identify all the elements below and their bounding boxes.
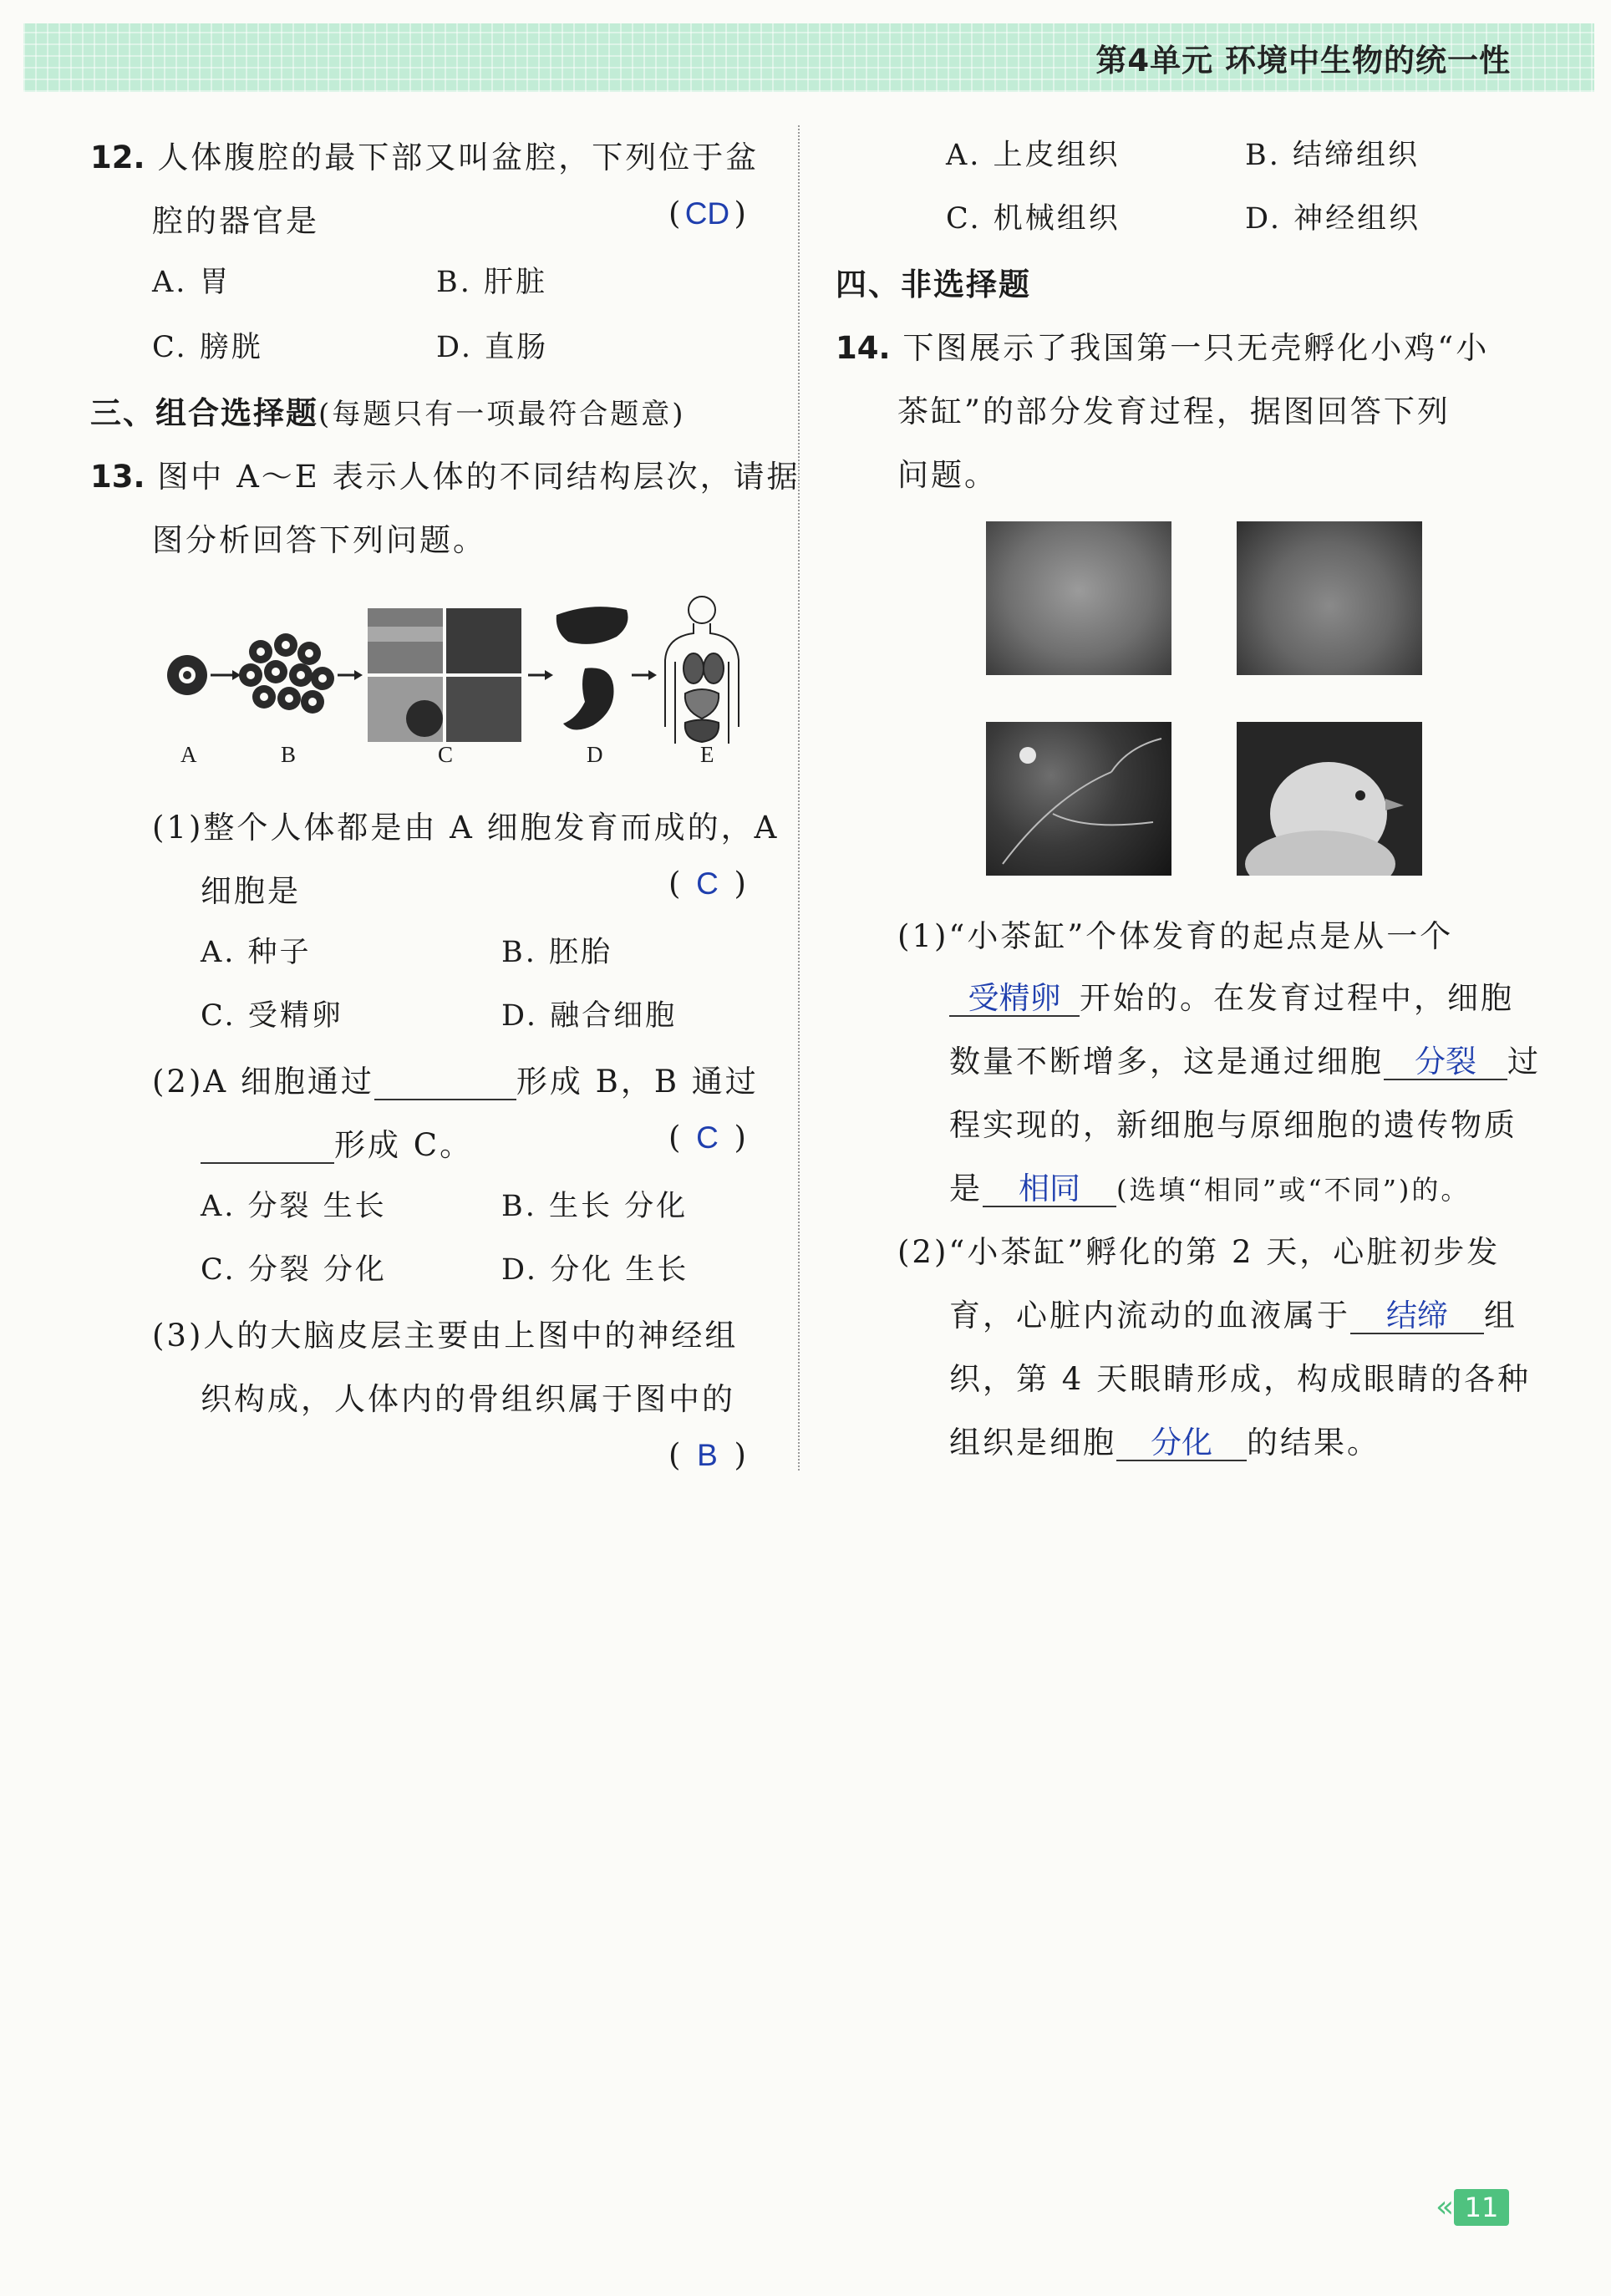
section3-heading bbox=[90, 388, 686, 433]
cell-cluster-b-icon bbox=[239, 633, 334, 714]
q14-number: 14. bbox=[836, 330, 891, 366]
q14-stem-line2: 茶缸”的部分发育过程，据图回答下列 bbox=[897, 394, 1451, 429]
q12-option-b: B. 肝脏 bbox=[436, 266, 547, 299]
q13-sub1-answer-paren: ( C ) bbox=[668, 866, 746, 902]
embryo-photo-1 bbox=[986, 521, 1171, 675]
organ-d-icon bbox=[556, 607, 628, 729]
q13-sub1-answer: C bbox=[696, 866, 719, 901]
q13-sub2-line2 bbox=[201, 1120, 473, 1165]
q14-stem-line3: 问题。 bbox=[897, 457, 998, 493]
figure-label-e: E bbox=[700, 742, 714, 767]
blood-vessel-drawing bbox=[986, 722, 1171, 876]
figure-label-c: C bbox=[438, 742, 454, 767]
q12-answer-paren: ( CD ) bbox=[668, 196, 746, 231]
section4-title: 四、非选择题 bbox=[836, 267, 1031, 302]
q13-sub3-option-c: C. 机械组织 bbox=[946, 202, 1121, 236]
q12-stem-line2: 腔的器官是 bbox=[152, 203, 319, 239]
q13-sub3-line2: 织构成，人体内的骨组织属于图中的 bbox=[201, 1381, 735, 1417]
q13-sub2-line1-b: 形成 B，B 通过 bbox=[516, 1064, 759, 1100]
q13-sub2-option-c: C. 分裂 分化 bbox=[201, 1253, 387, 1287]
q14-sub2-line3: 织，第 4 天眼睛形成，构成眼睛的各种 bbox=[949, 1361, 1532, 1397]
q13-sub3-answer: B bbox=[697, 1438, 718, 1472]
q14-sub1-line2-rest: 开始的。在发育过程中，细胞 bbox=[1080, 980, 1514, 1016]
q14-sub2-line2-b: 组 bbox=[1484, 1298, 1517, 1333]
tissue-c-icon bbox=[368, 608, 521, 742]
q14-sub1-line5-a: 是 bbox=[949, 1171, 983, 1206]
chick-drawing bbox=[1237, 722, 1422, 876]
q13-sub2-line1-a: (2)A 细胞通过 bbox=[152, 1064, 374, 1100]
q13-number: 13. bbox=[90, 459, 145, 495]
q14-sub1-line3-b: 过 bbox=[1507, 1044, 1541, 1079]
q14-sub2-line4 bbox=[949, 1417, 1380, 1462]
figure-label-d: D bbox=[587, 742, 603, 767]
q12-answer: CD bbox=[684, 196, 730, 231]
q14-sub1-line4: 程实现的，新细胞与原细胞的遗传物质 bbox=[949, 1107, 1517, 1143]
q13-stem-line1: 图中 A～E 表示人体的不同结构层次，请据 bbox=[157, 459, 800, 495]
q14-sub1-line5 bbox=[949, 1163, 1470, 1208]
q14-sub1-line3 bbox=[949, 1036, 1541, 1081]
figure-label-b: B bbox=[281, 742, 297, 767]
q14-sub2-line4-b: 的结果。 bbox=[1247, 1425, 1380, 1460]
q14-sub1-line3-a: 数量不断增多，这是通过细胞 bbox=[949, 1044, 1384, 1079]
q13-sub2-blank2 bbox=[201, 1130, 334, 1164]
q13-sub2-line1 bbox=[152, 1056, 759, 1101]
q13-line1 bbox=[90, 451, 800, 496]
q13-sub3-answer-paren: ( B ) bbox=[668, 1437, 746, 1473]
q13-sub1-line1: (1)整个人体都是由 A 细胞发育而成的，A bbox=[152, 810, 780, 846]
page-number: 11 bbox=[1454, 2189, 1509, 2226]
q14-sub1-blank3: 相同 bbox=[983, 1173, 1116, 1207]
embryo-photo-2 bbox=[1237, 521, 1422, 675]
q12-line1 bbox=[90, 132, 759, 177]
q13-sub1-line2: 细胞是 bbox=[201, 873, 301, 909]
q14-sub1-line5-b: (选填“相同”或“不同”)的。 bbox=[1116, 1174, 1471, 1206]
q13-stem-line2: 图分析回答下列问题。 bbox=[152, 522, 486, 558]
q14-sub1-line2 bbox=[949, 973, 1514, 1018]
q13-sub1-option-b: B. 胚胎 bbox=[501, 936, 612, 969]
q13-sub2-option-b: B. 生长 分化 bbox=[501, 1190, 689, 1223]
q13-structure-figure bbox=[159, 585, 760, 752]
q14-sub1-line1: (1)“小茶缸”个体发育的起点是从一个 bbox=[897, 918, 1454, 954]
q13-sub3-option-d: D. 神经组织 bbox=[1245, 202, 1421, 236]
embryo-photo-3 bbox=[986, 722, 1171, 876]
q13-sub1-option-d: D. 融合细胞 bbox=[501, 999, 678, 1033]
q14-line1 bbox=[836, 323, 1489, 368]
human-body-e-icon bbox=[665, 597, 739, 744]
q14-sub2-line4-a: 组织是细胞 bbox=[949, 1425, 1116, 1460]
q13-sub2-answer: C bbox=[696, 1120, 719, 1155]
section4-heading bbox=[836, 259, 1031, 304]
q14-stem-line1: 下图展示了我国第一只无壳孵化小鸡“小 bbox=[902, 330, 1490, 366]
q12-option-c: C. 膀胱 bbox=[152, 331, 263, 364]
q14-sub2-blank1: 结缔 bbox=[1350, 1300, 1484, 1334]
q14-sub2-line2-a: 育，心脏内流动的血液属于 bbox=[949, 1298, 1350, 1333]
section3-title: 三、组合选择题 bbox=[90, 395, 318, 431]
page-chevron-icon: « bbox=[1436, 2190, 1455, 2224]
q13-sub3-option-b: B. 结缔组织 bbox=[1245, 139, 1420, 172]
q12-number: 12. bbox=[90, 140, 145, 175]
column-divider bbox=[798, 125, 800, 1471]
q13-sub2-line2-b: 形成 C。 bbox=[334, 1127, 474, 1163]
q14-sub2-blank2: 分化 bbox=[1116, 1427, 1247, 1461]
q13-sub1-option-c: C. 受精卵 bbox=[201, 999, 343, 1033]
chick-photo bbox=[1237, 722, 1422, 876]
q12-option-a: A. 胃 bbox=[152, 266, 231, 299]
header-band bbox=[23, 23, 1594, 92]
q13-sub2-option-a: A. 分裂 生长 bbox=[201, 1190, 387, 1223]
q13-sub2-option-d: D. 分化 生长 bbox=[501, 1253, 689, 1287]
figure-label-a: A bbox=[180, 742, 197, 767]
q12-option-d: D. 直肠 bbox=[436, 331, 549, 364]
q14-sub2-line1: (2)“小茶缸”孵化的第 2 天，心脏初步发 bbox=[897, 1234, 1501, 1270]
q14-sub1-blank2: 分裂 bbox=[1384, 1046, 1507, 1080]
q13-sub3-line1: (3)人的大脑皮层主要由上图中的神经组 bbox=[152, 1318, 739, 1354]
q13-sub1-option-a: A. 种子 bbox=[201, 936, 312, 969]
q13-sub2-answer-paren: ( C ) bbox=[668, 1120, 746, 1156]
q13-sub3-option-a: A. 上皮组织 bbox=[946, 139, 1121, 172]
q12-stem-line1: 人体腹腔的最下部又叫盆腔，下列位于盆 bbox=[157, 140, 760, 175]
q13-sub2-blank1 bbox=[374, 1066, 516, 1100]
q14-sub2-line2 bbox=[949, 1290, 1517, 1335]
unit-title: 第4单元 环境中生物的统一性 bbox=[1095, 43, 1511, 79]
section3-note: (每题只有一项最符合题意) bbox=[318, 398, 686, 431]
q14-sub1-blank1: 受精卵 bbox=[949, 983, 1080, 1017]
